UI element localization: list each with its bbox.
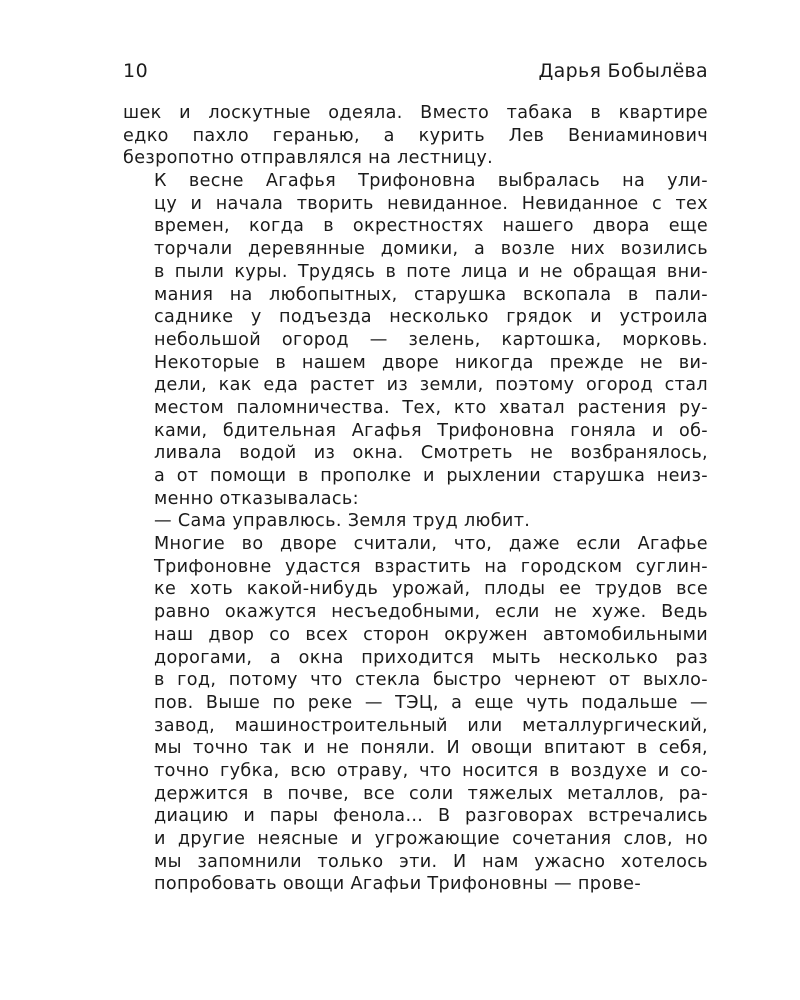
text-line: в год, потому что стекла быстро чернеют от выхло- (154, 670, 708, 691)
text-line: равно окажутся несъедобными, если не хуже. Ведь (154, 602, 708, 623)
paragraph (123, 102, 708, 170)
text-line: наш двор со всех сторон окружен автомобильными (154, 624, 708, 645)
body-text (123, 102, 708, 896)
text-line: мания на любопытных, старушка вскопала в пали- (154, 284, 708, 305)
text-line: диацию и пары фенола… В разговорах встречались (154, 806, 708, 827)
page-number: 10 (123, 60, 149, 82)
text-line: пов. Выше по реке — ТЭЦ, а еще чуть подальше — (154, 692, 708, 713)
text-line: завод, машиностроительный или металлургический, (154, 715, 708, 736)
text-line: местом паломничества. Тех, кто хватал растения ру- (154, 397, 708, 418)
text-line: саднике у подъезда несколько грядок и устроила (154, 307, 708, 328)
text-line: едко пахло геранью, а курить Лев Вениаминович (123, 125, 708, 146)
text-line: а от помощи в прополке и рыхлении старушка неиз- (154, 466, 708, 486)
text-line: мы точно так и не поняли. И овощи впитают в себя, (154, 738, 708, 759)
paragraph (123, 533, 708, 896)
text-line: дорогами, а окна приходится мыть несколько раз (154, 647, 708, 668)
text-line: времен, когда в окрестностях нашего двора еще (154, 216, 708, 237)
text-line: попробовать овощи Агафьи Трифоновны — прове- (154, 874, 642, 895)
text-line: в пыли куры. Трудясь в поте лица и не обращая вни- (154, 261, 708, 282)
text-line: ливала водой из окна. Смотреть не возбранялось, (154, 443, 708, 464)
text-line: ке хоть какой-нибудь урожай, плоды ее трудов все (154, 579, 708, 600)
text-line: и другие неясные и угрожающие сочетания слов, но (154, 829, 708, 849)
text-line: К весне Агафья Трифоновна выбралась на ули- (154, 171, 708, 192)
text-line: держится в почве, все соли тяжелых металлов, ра- (154, 783, 708, 804)
paragraph (123, 170, 708, 510)
text-line: — Сама управлюсь. Земля труд любит. (154, 511, 531, 532)
text-line: шек и лоскутные одеяла. Вместо табака в квартире (123, 103, 708, 123)
book-page (123, 58, 708, 896)
text-line: ками, бдительная Агафья Трифоновна гоняла и об- (154, 420, 708, 441)
text-line: менно отказывалась: (154, 488, 359, 509)
author-name: Дарья Бобылёва (538, 60, 708, 82)
text-line: Трифоновне удастся взрастить на городском суглин- (154, 556, 708, 577)
text-line: точно губка, всю отраву, что носится в воздухе и со- (154, 760, 708, 781)
text-line: цу и начала творить невиданное. Невиданное с тех (154, 193, 708, 214)
paragraph (123, 510, 708, 533)
text-line: безропотно отправлялся на лестницу. (123, 148, 494, 169)
text-line: Некоторые в нашем дворе никогда прежде не ви- (154, 352, 708, 373)
text-line: дели, как еда растет из земли, поэтому огород стал (154, 375, 708, 396)
running-head (123, 58, 708, 92)
text-line: небольшой огород — зелень, картошка, морковь. (154, 329, 708, 350)
text-line: мы запомнили только эти. И нам ужасно хотелось (154, 851, 708, 872)
text-line: Многие во дворе считали, что, даже если Агафье (154, 534, 708, 555)
text-line: торчали деревянные домики, а возле них возились (154, 239, 708, 260)
